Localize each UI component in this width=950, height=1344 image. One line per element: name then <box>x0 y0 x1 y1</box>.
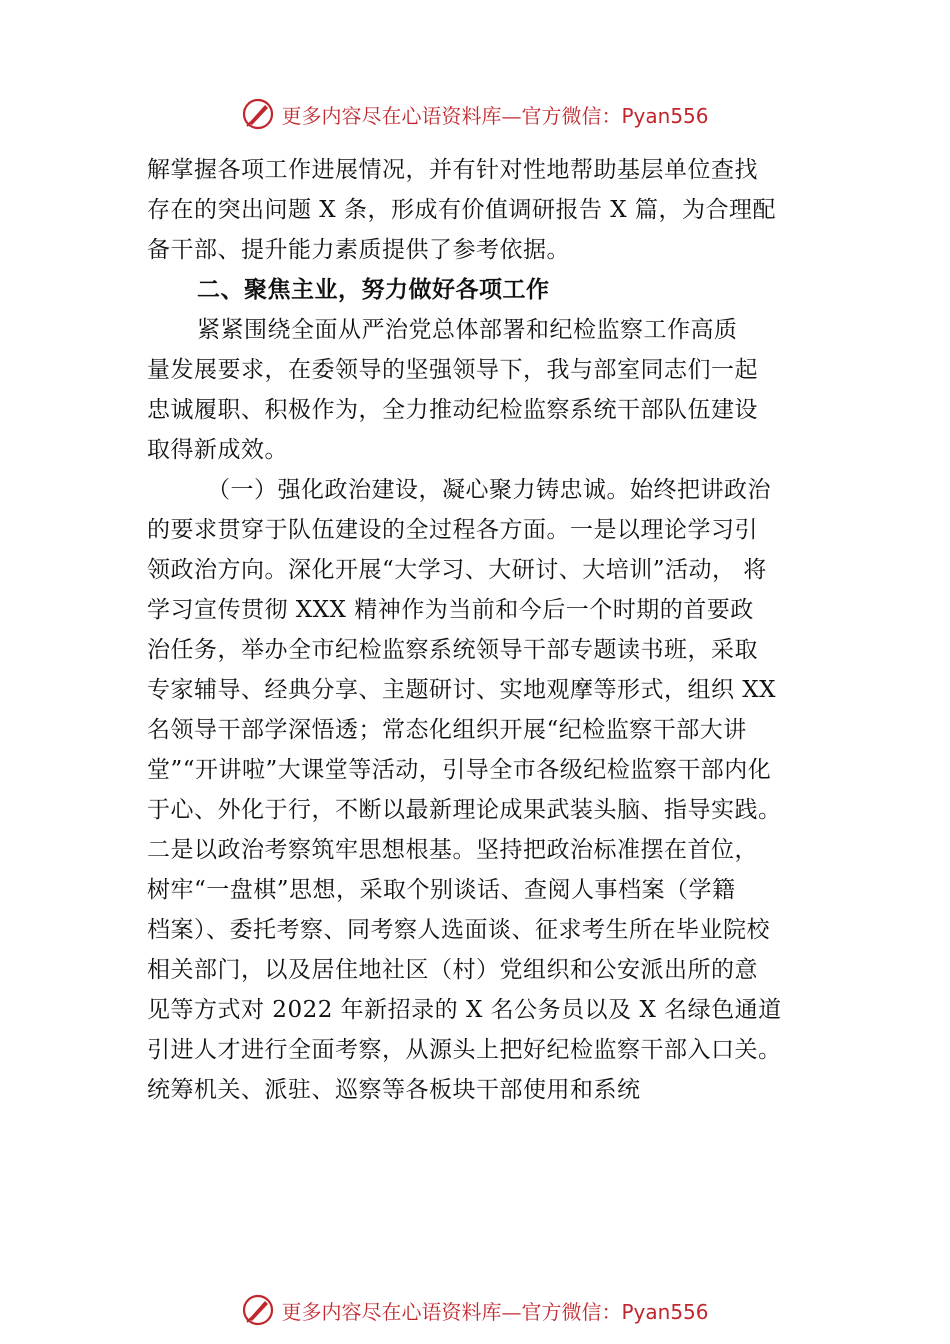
body-line: 见等方式对 2022 年新招录的 X 名公务员以及 X 名绿色通道 <box>147 997 782 1023</box>
body-line: 树牢“一盘棋”思想，采取个别谈话、查阅人事档案（学籍 <box>147 877 736 903</box>
body-line: 专家辅导、经典分享、主题研讨、实地观摩等形式，组织 XX <box>147 677 777 703</box>
subsection-line: （一）强化政治建设，凝心聚力铸忠诚。始终把讲政治 <box>207 477 771 503</box>
body-line: 档案）、委托考察、同考察人选面谈、征求考生所在毕业院校 <box>147 917 770 943</box>
quill-logo-icon <box>241 1293 275 1327</box>
body-line: 领政治方向。深化开展“大学习、大研讨、大培训”活动， 将 <box>147 557 767 583</box>
body-line: 二是以政治考察筑牢思想根基。坚持把政治标准摆在首位， <box>147 837 758 863</box>
body-line: 治任务，举办全市纪检监察系统领导干部专题读书班，采取 <box>147 637 758 663</box>
body-line: 备干部、提升能力素质提供了参考依据。 <box>147 237 570 263</box>
body-line: 相关部门，以及居住地社区（村）党组织和公安派出所的意 <box>147 957 758 983</box>
body-line: 紧紧围绕全面从严治党总体部署和纪检监察工作高质 <box>197 317 738 343</box>
body-line: 统筹机关、派驻、巡察等各板块干部使用和系统 <box>147 1077 641 1103</box>
footer-banner-text: 更多内容尽在心语资料库—官方微信：Pyan556 <box>281 1299 709 1324</box>
body-line: 存在的突出问题 X 条，形成有价值调研报告 X 篇，为合理配 <box>147 197 776 223</box>
header-banner-text: 更多内容尽在心语资料库—官方微信：Pyan556 <box>281 103 709 128</box>
header-wechat-id: Pyan556 <box>621 103 709 128</box>
body-line: 于心、外化于行，不断以最新理论成果武装头脑、指导实践。 <box>147 797 782 823</box>
footer-wechat-id: Pyan556 <box>621 1299 709 1324</box>
body-line: 引进人才进行全面考察，从源头上把好纪检监察干部入口关。 <box>147 1037 782 1063</box>
body-line: 量发展要求，在委领导的坚强领导下，我与部室同志们一起 <box>147 357 758 383</box>
header-banner <box>0 96 950 132</box>
body-line: 解掌握各项工作进展情况，并有针对性地帮助基层单位查找 <box>147 157 758 183</box>
footer-banner <box>0 1292 950 1328</box>
body-line: 学习宣传贯彻 XXX 精神作为当前和今后一个时期的首要政 <box>147 597 754 623</box>
section-heading: 二、聚焦主业，努力做好各项工作 <box>197 277 550 303</box>
body-line: 堂”“开讲啦”大课堂等活动，引导全市各级纪检监察干部内化 <box>147 757 772 783</box>
body-line: 取得新成效。 <box>147 437 288 463</box>
body-line: 的要求贯穿于队伍建设的全过程各方面。一是以理论学习引 <box>147 517 758 543</box>
document-body <box>147 150 827 1110</box>
quill-logo-icon <box>241 97 275 131</box>
body-line: 名领导干部学深悟透；常态化组织开展“纪检监察干部大讲 <box>147 717 747 743</box>
body-line: 忠诚履职、积极作为，全力推动纪检监察系统干部队伍建设 <box>147 397 758 423</box>
